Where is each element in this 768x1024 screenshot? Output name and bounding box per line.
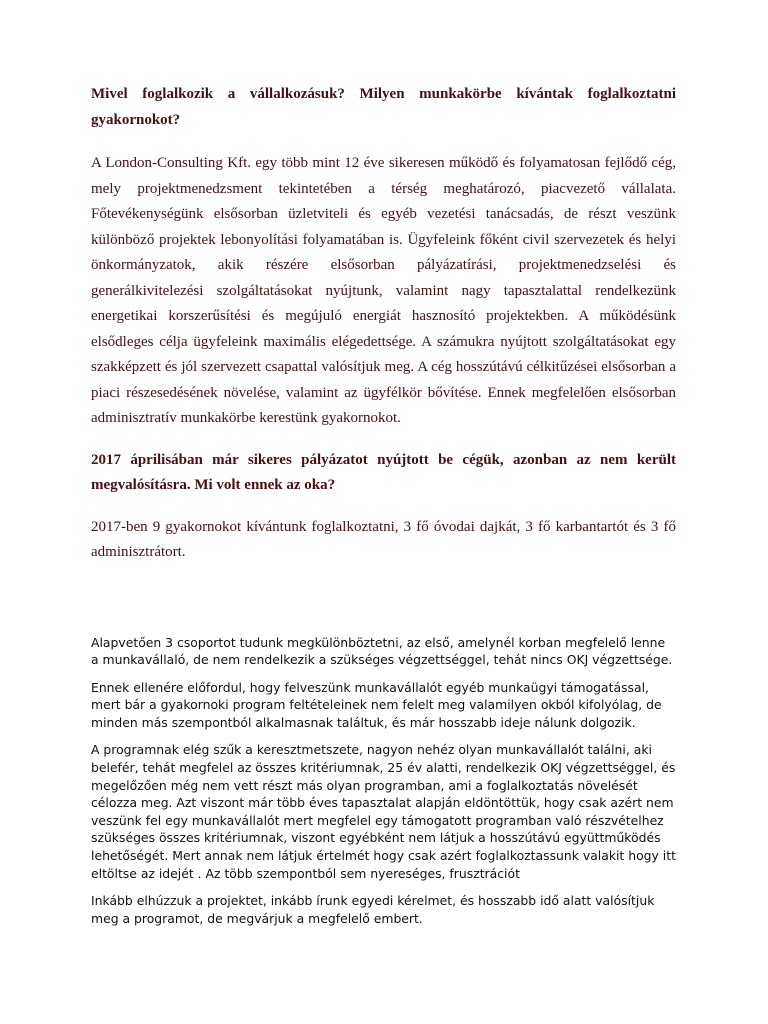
body-paragraph-3: A programnak elég szűk a keresztmetszete, nagyon nehéz olyan munkavállalót találni, aki belefér, tehát megfelel az összes kritériumnak, 25 év alatti, rendelkezik OKJ végzettséggel, és megelőzően még nem vett részt más olyan programban, ami a foglalkoztatás növelését célozza meg. Azt viszont már több éves tapasztalat alapján eldöntöttük, hogy csak azért nem veszünk fel egy munkavállalót mert megfelel egy támogatott programban való részvételhez szükséges összes kritériumnak, viszont egyébként nem látjuk a hosszútávú együttműködés lehetőségét. Mert annak nem látjuk értelmét hogy csak azért foglalkoztassunk valakit hogy itt eltöltse az idejét . Az több szempontból sem nyereséges, frusztrációt: [91, 742, 676, 881]
body-paragraph-1: Alapvetően 3 csoportot tudunk megkülönböztetni, az első, amelynél korban megfelelő lenne a munkavállaló, de nem rendelkezik a szükséges végzettséggel, tehát nincs OKJ végzettsége.: [91, 634, 673, 668]
body-paragraph-4: Inkább elhúzzuk a projektet, inkább írunk egyedi kérelmet, és hosszabb idő alatt valósítjuk meg a programot, de megvárjuk a megfelelő embert.: [91, 893, 655, 926]
answer-1-paragraph: A London-Consulting Kft. egy több mint 12 éve sikeresen működő és folyamatosan fejlődő cég, mely projektmenedzsment tekintetében a térség meghatározó, piacvezető vállalata. Főtevékenységünk elsősorban üzletviteli és egyéb vezetési tanácsadás, de részt veszünk különböző projektek lebonyolítási folyamatában is. Ügyfeleink főként civil szervezetek és helyi önkormányzatok, akik részére elsősorban pályázatírási, projektmenedzselési és generálkivitelezési szolgáltatásokat nyújtunk, valamint nagy tapasztalattal rendelkezünk energetikai korszerűsítési és megújuló energiát hasznosító projektekben. A működésünk elsődleges célja ügyfeleink maximális elégedettsége. A számukra nyújtott szolgáltatásokat egy szakképzett és jól szervezett csapattal valósítjuk meg. A cég hosszútávú célkitűzései elsősorban a piaci részesedésének növelése, valamint az ügyfélkör bővítése. Ennek megfelelően elsősorban adminisztratív munkakörbe kerestünk gyakornokot.: [91, 155, 676, 426]
body-paragraph-2: Ennek ellenére előfordul, hogy felveszünk munkavállalót egyéb munkaügyi támogatással, mert bár a gyakornoki program feltételeinek nem felelt meg valamilyen okból kifolyólag, de minden más szempontból alkalmasnak találtuk, és már hosszabb ideje nálunk dolgozik.: [91, 679, 662, 730]
question-2-heading: 2017 áprilisában már sikeres pályázatot nyújtott be cégük, azonban az nem került megvalósításra. Mi volt ennek az oka?: [91, 451, 676, 493]
answer-2-paragraph: 2017-ben 9 gyakornokot kívántunk foglalkoztatni, 3 fő óvodai dajkát, 3 fő karbantartót és 3 fő adminisztrátort.: [91, 518, 676, 560]
document-page: [91, 78, 676, 927]
question-1-heading: Mivel foglalkozik a vállalkozásuk? Milyen munkakörbe kívántak foglalkoztatni gyakornokot?: [91, 86, 676, 128]
